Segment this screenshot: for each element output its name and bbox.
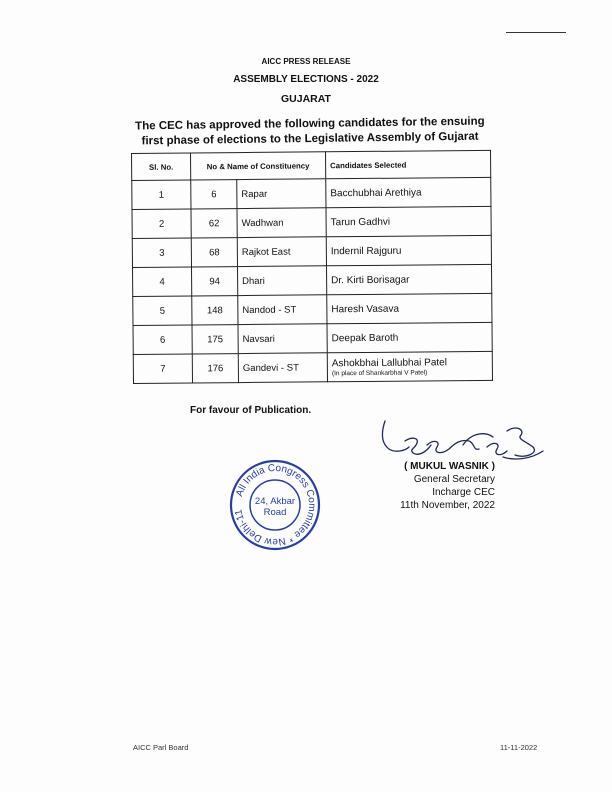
candidates-table [131,150,493,384]
constituency-number-cell: 94 [191,267,237,296]
table-row [132,235,491,267]
constituency-name-cell: Dhari [237,266,326,296]
table-row [132,206,491,238]
footer-date: 11-11-2022 [500,743,538,752]
constituency-number-cell: 148 [192,296,238,325]
column-header-candidate: Candidates Selected [325,150,490,178]
constituency-name-cell: Navsari [238,324,327,354]
congress-committee-stamp [227,457,323,553]
table-header-row [132,150,491,180]
constituency-number-cell: 68 [191,238,237,267]
candidate-cell [326,177,491,207]
column-header-constituency: No & Name of Constituency [191,152,326,180]
sl-no-cell: 1 [132,180,191,210]
sl-no-cell: 4 [132,267,191,297]
signatory-block [365,460,495,512]
signatory-title: General Secretary [413,474,495,485]
constituency-name-cell: Rajkot East [237,237,326,267]
constituency-number-cell: 62 [191,209,237,238]
candidate-name: Haresh Vasava [331,303,400,315]
footer-left-label: AICC Parl Board [133,743,189,752]
sl-no-cell: 3 [132,238,191,268]
elections-title: ASSEMBLY ELECTIONS - 2022 [233,74,379,85]
column-header-sl-no: Sl. No. [132,153,191,181]
candidate-cell [327,351,492,381]
handwritten-signature [375,411,550,466]
candidate-name: Indernil Rajguru [330,245,402,257]
constituency-name-cell: Wadhwan [237,208,326,238]
candidate-name: Deepak Baroth [331,332,399,344]
candidate-cell [327,322,492,352]
table-row [132,177,491,209]
candidate-cell [326,206,491,236]
constituency-number-cell: 6 [191,180,237,209]
press-release-label: AICC PRESS RELEASE [261,57,351,66]
signatory-role: Incharge CEC [432,487,495,498]
candidate-cell [326,264,491,294]
stamp-center-line2: Road [263,507,287,518]
constituency-number-cell: 176 [192,354,238,383]
constituency-name-cell: Nandod - ST [238,295,327,325]
announcement-text: The CEC has approved the following candidates for the ensuing first phase of elections to the Legislative Assembly of Gujarat [135,115,485,148]
constituency-name-cell: Gandevi - ST [238,353,327,383]
signatory-name: ( MUKUL WASNIK ) [404,461,495,472]
constituency-number-cell: 175 [192,325,238,354]
sl-no-cell: 5 [133,296,192,326]
candidate-note: (In place of Shankarbhai V Patel) [331,368,428,377]
candidate-name: Tarun Gadhvi [330,216,391,228]
page-edge-line [506,32,566,33]
sl-no-cell: 2 [132,209,191,239]
candidate-name: Dr. Kirti Borisagar [331,274,410,286]
state-title: GUJARAT [281,93,331,105]
signatory-date: 11th November, 2022 [400,500,495,511]
table-row [132,264,491,296]
candidate-cell [326,235,491,265]
constituency-name-cell: Rapar [237,179,326,209]
sl-no-cell: 6 [133,325,192,355]
candidate-name: Ashokbhai Lallubhai Patel [331,356,447,369]
table-row [133,351,492,383]
sl-no-cell: 7 [133,354,192,384]
stamp-center-line1: 24, Akbar [254,496,296,507]
table-row [133,322,492,354]
candidate-name: Bacchubhai Arethiya [330,186,422,199]
publication-note: For favour of Publication. [190,405,312,416]
stamp-ring-text: All India Congress Committee * New Delhi-11 [233,462,318,548]
candidate-cell [327,293,492,323]
table-row [133,293,492,325]
